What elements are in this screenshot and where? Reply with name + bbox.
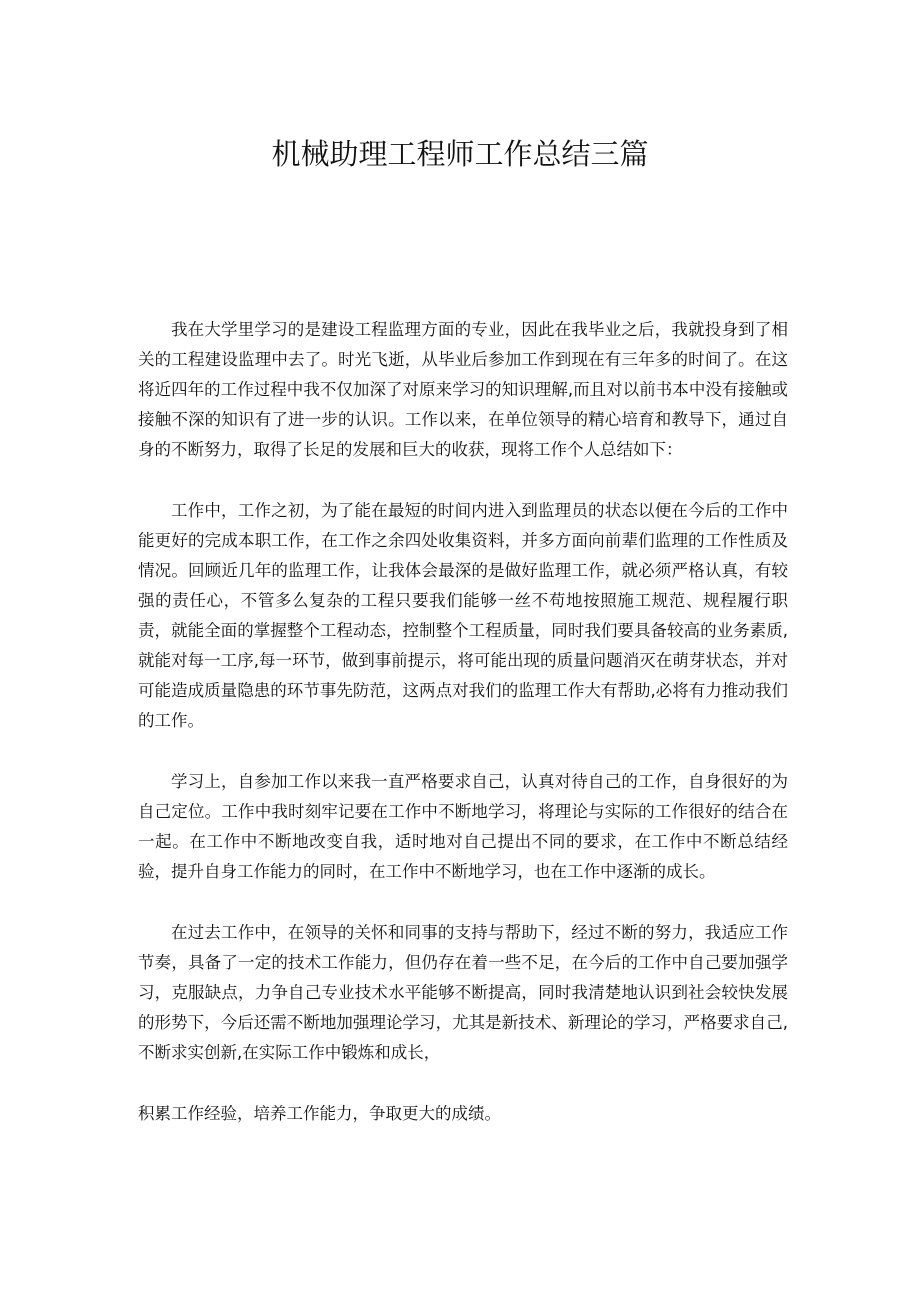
paragraph-intro: 我在大学里学习的是建设工程监理方面的专业，因此在我毕业之后，我就投身到了相关的工程建设监理中去了。时光飞逝，从毕业后参加工作到现在有三年多的时间了。在这将近四年的工作过程中我不仅加深了对原来学习的知识理解,而且对以前书本中没有接触或接触不深的知识有了进一步的认识。工作以来，在单位领导的精心培育和教导下，通过自身的不断努力，取得了长足的发展和巨大的收获，现将工作个人总结如下： [138,320,788,459]
paragraph-study: 学习上，自参加工作以来我一直严格要求自己，认真对待自己的工作，自身很好的为自己定位。工作中我时刻牢记要在工作中不断地学习，将理论与实际的工作很好的结合在一起。在工作中不断地改变自我，适时地对自己提出不同的要求，在工作中不断总结经验，提升自身工作能力的同时，在工作中不断地学习，也在工作中逐渐的成长。 [138,772,788,881]
paragraph-future: 在过去工作中，在领导的关怀和同事的支持与帮助下，经过不断的努力，我适应工作节奏，具备了一定的技术工作能力，但仍存在着一些不足，在今后的工作中自己要加强学习，克服缺点，力争自己专业技术水平能够不断提高，同时我清楚地认识到社会较快发展的形势下，今后还需不断地加强理论学习，尤其是新技术、新理论的学习，严格要求自己,不断求实创新,在实际工作中锻炼和成长， [138,923,788,1062]
document-body [138,315,788,1160]
paragraph-work: 工作中，工作之初，为了能在最短的时间内进入到监理员的状态以便在今后的工作中能更好的完成本职工作，在工作之余四处收集资料，并多方面向前辈们监理的工作性质及情况。回顾近几年的监理工作，让我体会最深的是做好监理工作，就必须严格认真，有较强的责任心，不管多么复杂的工程只要我们能够一丝不苟地按照施工规范、规程履行职责，就能全面的掌握整个工程动态，控制整个工程质量，同时我们要具备较高的业务素质,就能对每一工序,每一环节，做到事前提示，将可能出现的质量问题消灭在萌芽状态，并对可能造成质量隐患的环节事先防范，这两点对我们的监理工作大有帮助,必将有力推动我们的工作。 [138,501,788,730]
document-title: 机械助理工程师工作总结三篇 [271,137,649,171]
paragraph-closing: 积累工作经验，培养工作能力，争取更大的成绩。 [138,1104,501,1123]
